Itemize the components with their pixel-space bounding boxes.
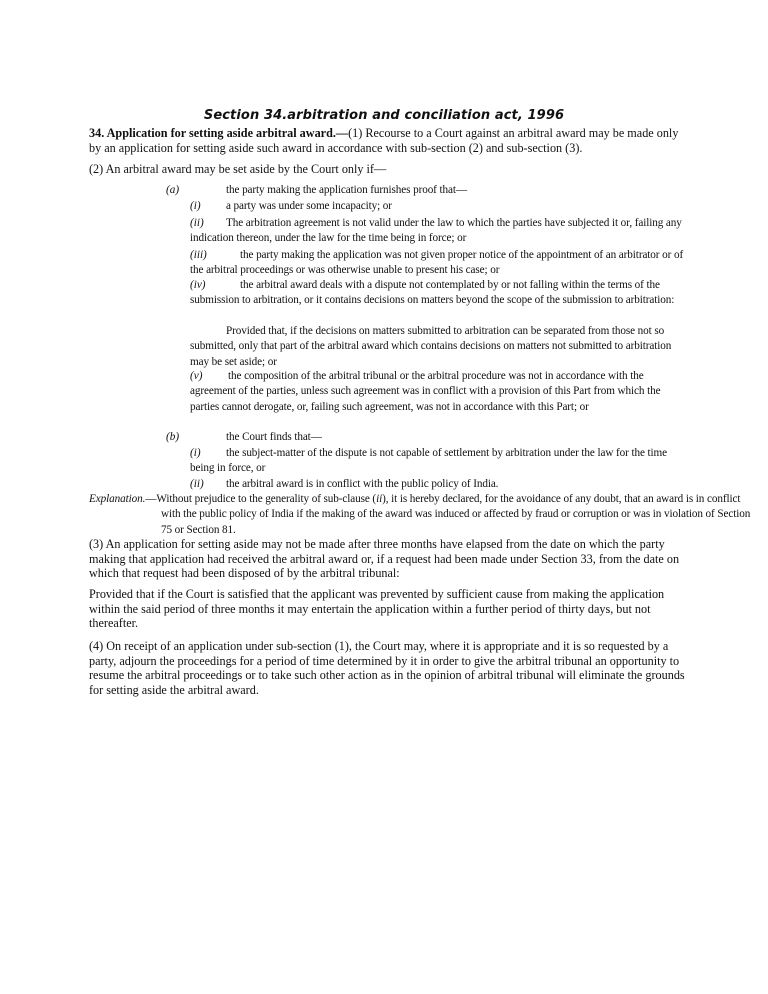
clause-a-marker: (a) [166,184,180,196]
clause-a-i-marker: (i) [190,200,201,212]
explanation [89,492,758,538]
proviso-text: Provided that, if the decisions on matters submitted to arbitration can be separated from those not so submitted, only that part of the arbitral award which contains decisions on matters not submitted to arbitration may be set aside; or [190,325,672,368]
paragraph-2: (2) An arbitral award may be set aside by the Court only if— [89,162,387,176]
clause-a-iv-marker: (iv) [190,279,206,291]
paragraph-5: (4) On receipt of an application under sub-section (1), the Court may, where it is appropriate and it is so requested by a party, adjourn the proceedings for a period of time determined by it in order to give the arbitral tribunal an opportunity to resume the arbitral proceedings or to take such other action as in the opinion of arbitral tribunal will eliminate the grounds for setting aside the arbitral award. [89,639,685,697]
clause-a-ii-marker: (ii) [190,217,204,229]
clause-a-i-text: a party was under some incapacity; or [226,200,392,212]
paragraph-4: Provided that if the Court is satisfied that the applicant was prevented by sufficient cause from making the application within the said period of three months it may entertain the application within a further period of thirty days, but not thereafter. [89,587,665,631]
explanation-ref: ii [376,493,383,505]
clause-a-iii-marker: (iii) [190,249,207,261]
section-heading: 34. Application for setting aside arbitral award.— [89,126,349,140]
clause-b-marker: (b) [166,431,180,443]
clause-a-v-text: the composition of the arbitral tribunal or the arbitral procedure was not in accordance with the agreement of the parties, unless such agreement was in conflict with a provision of this Part from which the parties cannot derogate, or, failing such agreement, was not in accordance with this Part; or [190,370,661,413]
clause-b-ii-text: the arbitral award is in conflict with the public policy of India. [226,478,499,490]
explanation-text-before: —Without prejudice to the generality of sub-clause ( [145,493,377,505]
paragraph-3: (3) An application for setting aside may not be made after three months have elapsed from the date on which the party making that application had received the arbitral award or, if a request had been made under Section 33, from the date on which that request had been disposed of by the arbitral tribunal: [89,537,680,581]
clause-a-iii-text: the party making the application was not given proper notice of the appointment of an arbitrator or of the arbitral proceedings or was otherwise unable to present his case; or [190,249,684,277]
clause-a-iv-text: the arbitral award deals with a dispute not contemplated by or not falling within the terms of the submission to arbitration, or it contains decisions on matters beyond the scope of the submission to arbitration: [190,279,675,307]
clause-b-i-text: the subject-matter of the dispute is not capable of settlement by arbitration under the law for the time being in force, or [190,447,667,475]
clause-b-ii-marker: (ii) [190,478,204,490]
clause-a-text: the party making the application furnishes proof that— [226,184,467,196]
explanation-label: Explanation. [89,493,146,505]
clause-b-i-marker: (i) [190,447,201,459]
explanation-text-after: ), it is hereby declared, for the avoidance of any doubt, that an award is in conflict with the public policy of India if the making of the award was induced or affected by fraud or corruption or was in violation of Section 75 or Section 81. [161,493,751,536]
page-title: Section 34.arbitration and conciliation act, 1996 [203,108,565,123]
paragraph-1-text: (1) Recourse to a Court against an arbitral award may be made only by an application for setting aside such award in accordance with sub-section (2) and sub-section (3). [89,126,679,155]
clause-a-ii-text: The arbitration agreement is not valid under the law to which the parties have subjected it or, failing any indication thereon, under the law for the time being in force; or [190,217,682,245]
paragraph-1 [89,126,685,155]
clause-a-v-marker: (v) [190,370,203,382]
clause-b-text: the Court finds that— [226,431,322,443]
